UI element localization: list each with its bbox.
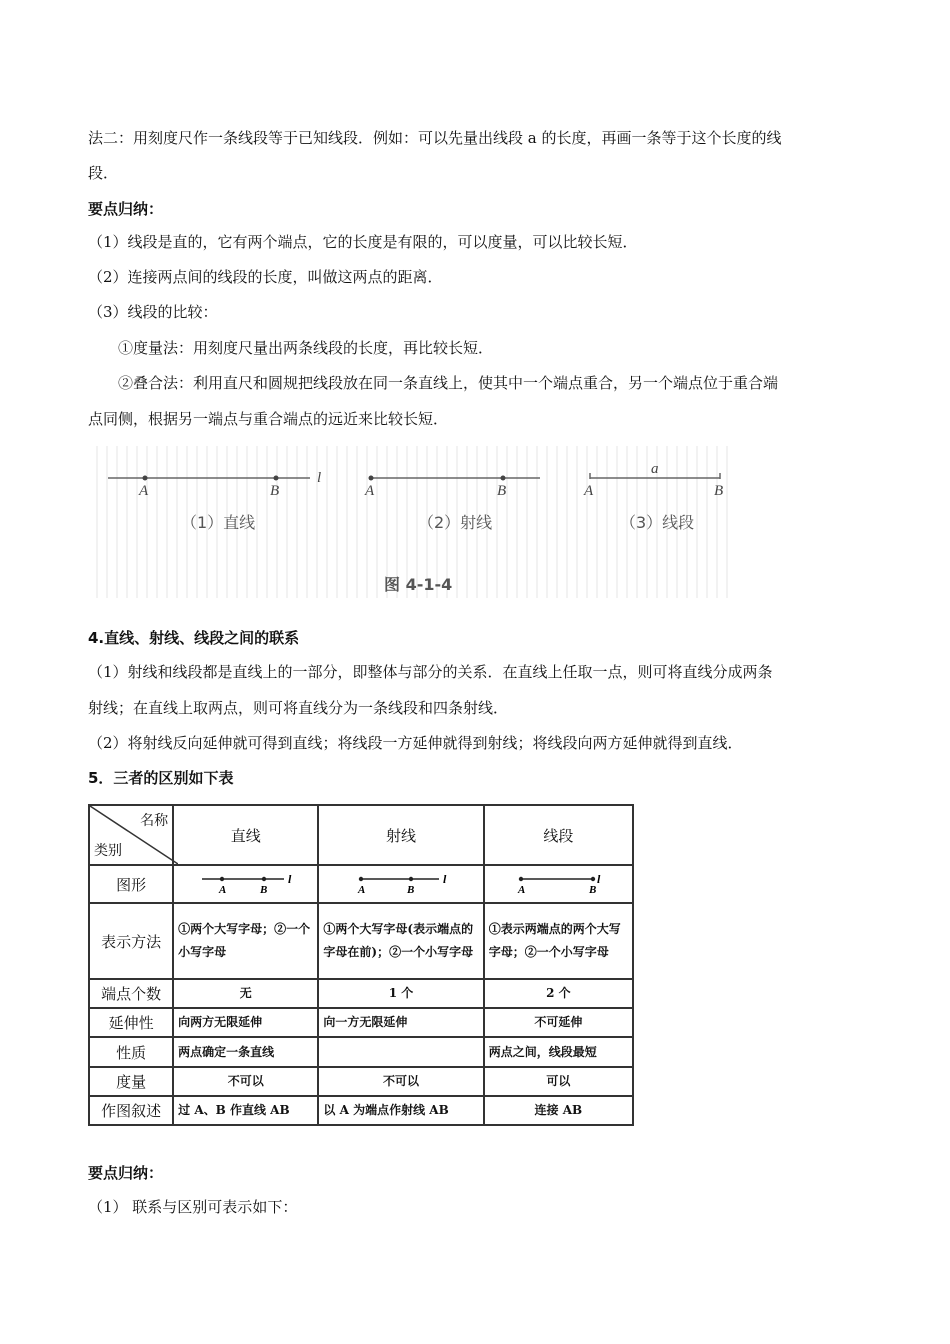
line-point-a [143, 476, 148, 481]
panel-label-ray: （2）射线 [418, 513, 493, 532]
drawing-ray: 以 A 为端点作射线 AB [318, 1096, 483, 1125]
extension-ray: 向一方无限延伸 [318, 1008, 483, 1037]
line-label-l: l [317, 470, 322, 486]
measure-segment: 可以 [484, 1067, 633, 1096]
shape-segment-svg [489, 869, 621, 895]
overlap-method-cont: 点同侧，根据另一端点与重合端点的远近来比较长短． [88, 410, 449, 428]
corner-top-label: 名称 [140, 813, 169, 829]
summary-line: （1） 联系与区别可表示如下： [88, 1198, 298, 1216]
drawing-line: 过 A、B 作直线 AB [173, 1096, 318, 1125]
shape-ray-a: A [358, 884, 366, 895]
shape-ray-l: l [443, 872, 447, 886]
relation-2: （2）将射线反向延伸就可得到直线；将线段一方延伸就得到射线；将线段向两方延伸就得到直线． [88, 734, 743, 752]
measure-line: 不可以 [173, 1067, 318, 1096]
relation-1-cont: 射线；在直线上取两点，则可将直线分为一条线段和四条射线． [88, 699, 509, 717]
notation-segment: ①表示两端点的两个大写字母；②一个小写字母 [484, 903, 633, 979]
ray-point-a [369, 476, 374, 481]
property-ray [318, 1037, 483, 1067]
shape-line-b: B [260, 884, 268, 895]
property-segment: 两点之间，线段最短 [484, 1037, 633, 1067]
extension-segment: 不可延伸 [484, 1008, 633, 1037]
segment-label-b: B [714, 483, 724, 499]
panel-label-line: （1）直线 [181, 513, 256, 532]
row-name-measure: 度量 [89, 1067, 173, 1096]
panel-label-segment: （3）线段 [620, 513, 695, 532]
shape-segment-cell [484, 865, 633, 903]
notation-line: ①两个大写字母；②一个小写字母 [173, 903, 318, 979]
section-5-heading: 5．三者的区别如下表 [88, 769, 234, 787]
row-name-endpoints: 端点个数 [89, 979, 173, 1008]
measure-ray: 不可以 [318, 1067, 483, 1096]
comparison-table [88, 804, 634, 1126]
relation-1: （1）射线和线段都是直线上的一部分，即整体与部分的关系．在直线上任取一点，则可将直线分成两条 [88, 663, 773, 681]
segment-label-a-lower: a [651, 461, 659, 477]
drawing-segment: 连接 AB [484, 1096, 633, 1125]
figure-caption: 图 4-1-4 [384, 575, 453, 594]
header-segment: 线段 [484, 805, 633, 865]
line-point-b [274, 476, 279, 481]
shape-segment-l: l [596, 872, 601, 886]
endpoints-ray: 1 个 [318, 979, 483, 1008]
shape-segment-b: B [588, 884, 597, 895]
key-point-1: （1）线段是直的，它有两个端点，它的长度是有限的，可以度量，可以比较长短． [88, 233, 638, 251]
notation-ray: ①两个大写字母(表示端点的字母在前)；②一个小写字母 [318, 903, 483, 979]
shape-ray-cell [318, 865, 483, 903]
table-row [89, 903, 633, 979]
header-line: 直线 [173, 805, 318, 865]
method-two-text: 法二：用刻度尺作一条线段等于已知线段．例如：可以先量出线段 a 的长度，再画一条等于这个长度的线 [88, 129, 782, 147]
table-row [89, 1037, 633, 1067]
table-row [89, 979, 633, 1008]
table-row [89, 1096, 633, 1125]
line-label-a: A [139, 483, 149, 499]
shape-line-svg [178, 869, 306, 895]
corner-cell [89, 805, 173, 865]
table-row [89, 865, 633, 903]
endpoints-line: 无 [173, 979, 318, 1008]
endpoints-segment: 2 个 [484, 979, 633, 1008]
table-header-row [89, 805, 633, 865]
row-name-extension: 延伸性 [89, 1008, 173, 1037]
key-point-2: （2）连接两点间的线段的长度，叫做这两点的距离． [88, 268, 443, 286]
figure-4-1-4 [88, 446, 728, 598]
ray-label-a: A [365, 483, 375, 499]
key-points-heading-2: 要点归纳： [88, 1164, 164, 1182]
row-name-shape: 图形 [89, 865, 173, 903]
shape-ray-svg [323, 869, 471, 895]
table-row [89, 1067, 633, 1096]
method-two-text-cont: 段． [88, 164, 119, 182]
corner-bottom-label: 类别 [94, 843, 122, 859]
row-name-drawing: 作图叙述 [89, 1096, 173, 1125]
extension-line: 向两方无限延伸 [173, 1008, 318, 1037]
header-ray: 射线 [318, 805, 483, 865]
table-row [89, 1008, 633, 1037]
property-line: 两点确定一条直线 [173, 1037, 318, 1067]
overlap-method: ②叠合法：利用直尺和圆规把线段放在同一条直线上，使其中一个端点重合，另一个端点位于重合端 [118, 374, 779, 392]
segment-label-a: A [584, 483, 594, 499]
key-point-3: （3）线段的比较： [88, 303, 218, 321]
key-points-heading: 要点归纳： [88, 200, 164, 218]
shape-line-a: A [219, 884, 227, 895]
row-name-notation: 表示方法 [89, 903, 173, 979]
shape-segment-a: A [517, 884, 526, 895]
shape-ray-b: B [407, 884, 415, 895]
ray-point-b [501, 476, 506, 481]
section-4-heading: 4.直线、射线、线段之间的联系 [88, 629, 300, 647]
row-name-property: 性质 [89, 1037, 173, 1067]
line-label-b: B [270, 483, 280, 499]
shape-line-cell [173, 865, 318, 903]
shape-line-l: l [288, 872, 292, 886]
measure-method: ①度量法：用刻度尺量出两条线段的长度，再比较长短． [118, 339, 494, 357]
ray-label-b: B [497, 483, 507, 499]
